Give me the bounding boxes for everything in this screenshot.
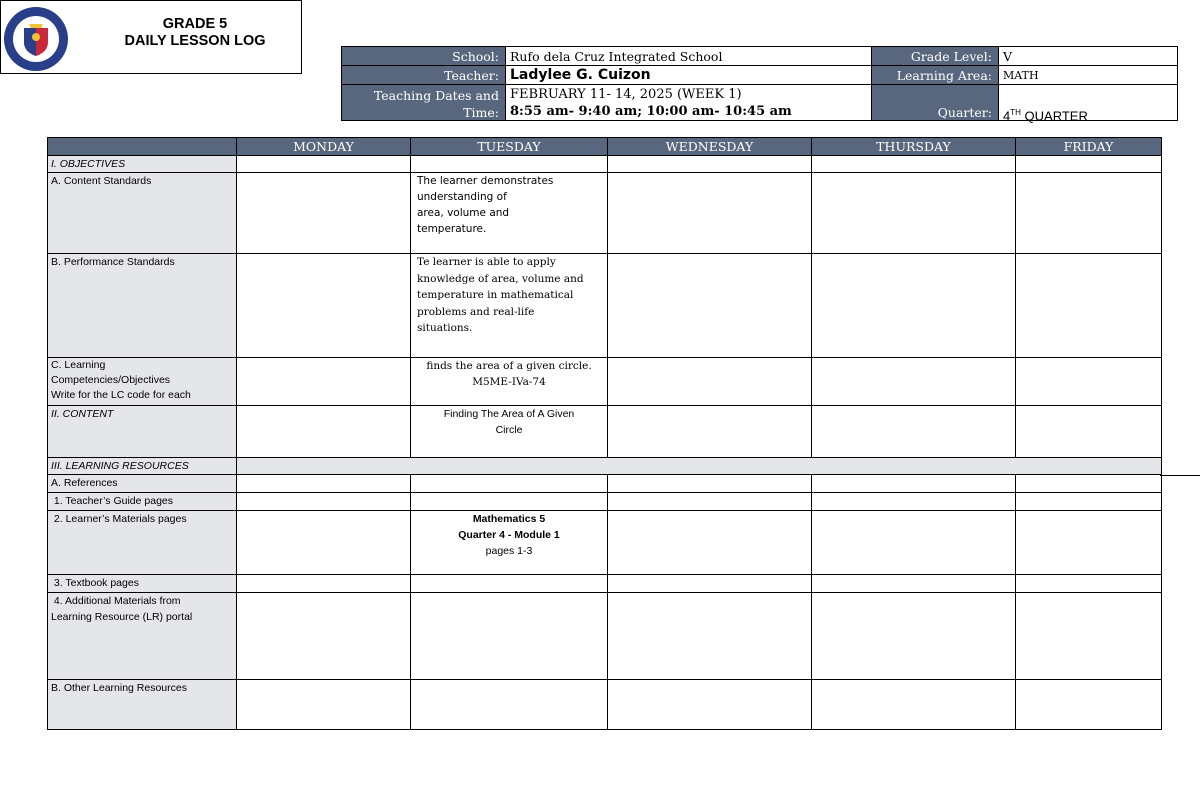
label-textbook: 3. Textbook pages (48, 575, 237, 593)
row-other-resources (48, 680, 1162, 730)
label-learners-materials: 2. Learner’s Materials pages (48, 511, 237, 575)
text-line: 4. Additional Materials from (51, 595, 181, 607)
row-teachers-guide (48, 493, 1162, 511)
text-line: area, volume and (417, 207, 510, 219)
label-content: II. CONTENT (48, 406, 237, 458)
grade-label: GRADE 5 (162, 16, 228, 32)
cell (608, 680, 812, 730)
quarter-number: 4 (1003, 108, 1011, 124)
cell (1016, 173, 1162, 254)
cell (608, 406, 812, 458)
tuesday-content (411, 406, 608, 458)
cell (237, 254, 411, 358)
row-learning-competencies (48, 358, 1162, 406)
text-line: Quarter 4 - Module 1 (458, 529, 560, 541)
cell (1016, 493, 1162, 511)
day-thursday: THURSDAY (812, 138, 1016, 156)
quarter-label: Quarter: (871, 84, 999, 121)
teaching-dates-label-line1: Teaching Dates and (373, 88, 499, 103)
grade-level-label: Grade Level: (871, 46, 999, 66)
cell (1016, 156, 1162, 173)
cell (237, 406, 411, 458)
text-line: Finding The Area of A Given (443, 408, 575, 420)
text-line: understanding of (417, 191, 507, 203)
row-content-standards (48, 173, 1162, 254)
cell (237, 575, 411, 593)
cell (608, 575, 812, 593)
cell (812, 475, 1016, 493)
label-learning-competencies (48, 358, 237, 406)
cell (1016, 575, 1162, 593)
text-line: C. Learning (51, 359, 106, 371)
cell (608, 593, 812, 680)
text-line: temperature in mathematical (417, 289, 574, 301)
text-line: Mathematics 5 (472, 513, 546, 525)
cell (812, 406, 1016, 458)
quarter-value (998, 84, 1178, 124)
cell (411, 475, 608, 493)
cell (237, 680, 411, 730)
day-friday: FRIDAY (1016, 138, 1162, 156)
label-performance-standards: B. Performance Standards (48, 254, 237, 358)
day-header-blank (48, 138, 237, 156)
day-tuesday: TUESDAY (411, 138, 608, 156)
school-label: School: (341, 46, 506, 66)
day-wednesday: WEDNESDAY (608, 138, 812, 156)
cell (608, 173, 812, 254)
cell (1016, 475, 1162, 493)
teaching-dates-value-line1: FEBRUARY 11- 14, 2025 (WEEK 1) (510, 87, 742, 102)
teacher-value: Ladylee G. Cuizon (505, 65, 872, 85)
cell (237, 511, 411, 575)
quarter-text: QUARTER (1020, 108, 1088, 124)
learning-area-value: MATH (998, 65, 1178, 85)
teaching-dates-label (341, 84, 506, 121)
text-line: Learning Resource (LR) portal (51, 611, 193, 623)
day-header-row (48, 138, 1162, 156)
cell (608, 511, 812, 575)
cell (608, 475, 812, 493)
text-line: temperature. (417, 223, 487, 235)
label-objectives: I. OBJECTIVES (48, 156, 237, 173)
teacher-label: Teacher: (341, 65, 506, 85)
label-content-standards: A. Content Standards (48, 173, 237, 254)
tuesday-competency (411, 358, 608, 406)
cell (237, 173, 411, 254)
daily-lesson-log-label: DAILY LESSON LOG (124, 33, 266, 49)
text-line: The learner demonstrates (417, 175, 554, 187)
cell (411, 575, 608, 593)
cell (411, 493, 608, 511)
tuesday-performance-standards (411, 254, 608, 358)
cell (812, 593, 1016, 680)
cell (608, 493, 812, 511)
text-line: M5ME-IVa-74 (472, 376, 546, 388)
cell (411, 593, 608, 680)
document-title (110, 16, 280, 50)
learning-area-label: Learning Area: (871, 65, 999, 85)
cell (608, 156, 812, 173)
cell (1016, 593, 1162, 680)
label-references: A. References (48, 475, 237, 493)
row-additional-materials (48, 593, 1162, 680)
teaching-dates-value (505, 84, 872, 121)
school-value: Rufo dela Cruz Integrated School (505, 46, 872, 66)
cell (1016, 358, 1162, 406)
cell (237, 358, 411, 406)
cell (812, 511, 1016, 575)
label-additional-materials (48, 593, 237, 680)
row-objectives (48, 156, 1162, 173)
text-line: Te learner is able to apply (417, 256, 556, 268)
cell (812, 575, 1016, 593)
cell (1016, 406, 1162, 458)
cell (237, 156, 411, 173)
text-line: situations. (417, 322, 473, 334)
cell (812, 173, 1016, 254)
text-line: pages 1-3 (485, 545, 533, 557)
header-title-block (0, 0, 302, 74)
cell (812, 156, 1016, 173)
cell (237, 493, 411, 511)
text-line: finds the area of a given circle. (426, 360, 592, 372)
text-line: problems and real-life (417, 305, 535, 318)
cell (237, 475, 411, 493)
cell (411, 680, 608, 730)
row-references (48, 475, 1162, 493)
quarter-suffix: TH (1010, 108, 1021, 117)
row-textbook (48, 575, 1162, 593)
cell (1016, 680, 1162, 730)
cell (608, 358, 812, 406)
cell (237, 593, 411, 680)
text-line: Write for the LC code for each (51, 389, 191, 401)
table-divider-line (1160, 475, 1200, 476)
teaching-dates-value-line2: 8:55 am- 9:40 am; 10:00 am- 10:45 am (510, 104, 792, 119)
label-other-resources: B. Other Learning Resources (48, 680, 237, 730)
row-performance-standards (48, 254, 1162, 358)
cell (1016, 511, 1162, 575)
cell (608, 254, 812, 358)
teaching-dates-label-line2: Time: (463, 105, 499, 120)
cell (812, 493, 1016, 511)
cell (1016, 254, 1162, 358)
text-line: knowledge of area, volume and (417, 272, 584, 285)
cell (411, 156, 608, 173)
cell (812, 680, 1016, 730)
daily-lesson-log-table (47, 137, 1162, 730)
grade-level-value: V (998, 46, 1178, 66)
text-line: Competencies/Objectives (51, 374, 171, 386)
label-teachers-guide: 1. Teacher’s Guide pages (48, 493, 237, 511)
day-monday: MONDAY (237, 138, 411, 156)
deped-seal-icon (3, 6, 69, 72)
label-learning-resources: III. LEARNING RESOURCES (48, 458, 237, 475)
cell (812, 254, 1016, 358)
row-content (48, 406, 1162, 458)
learning-resources-band (237, 458, 1162, 475)
row-learners-materials (48, 511, 1162, 575)
text-line: Circle (495, 424, 523, 436)
row-learning-resources (48, 458, 1162, 475)
cell (812, 358, 1016, 406)
tuesday-content-standards (411, 173, 608, 254)
tuesday-learners-materials (411, 511, 608, 575)
